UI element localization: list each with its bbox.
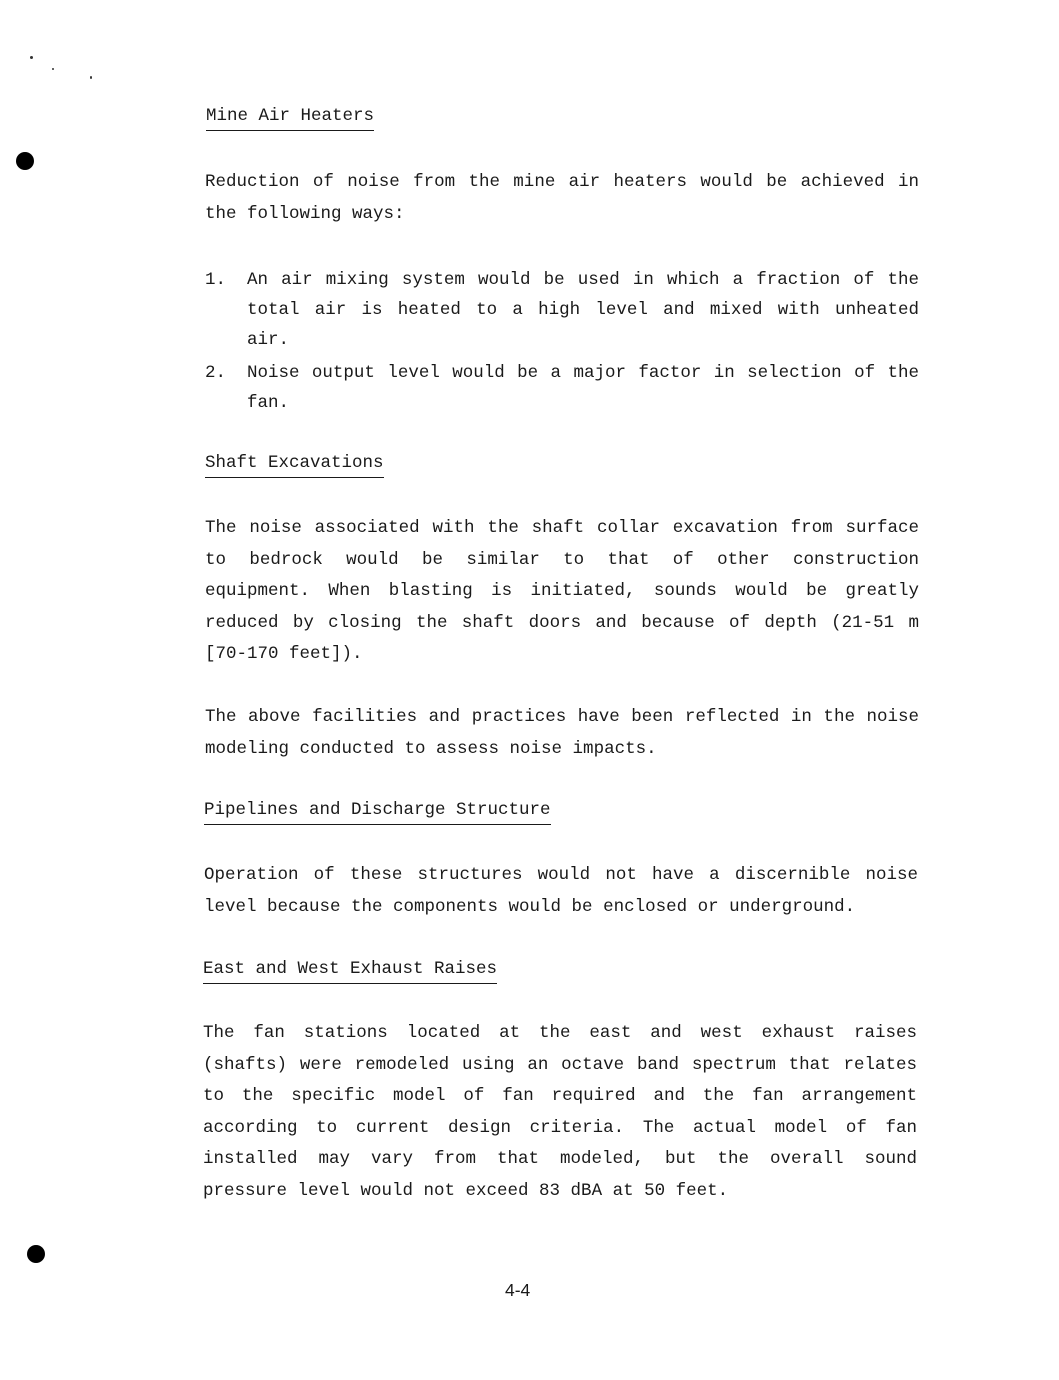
page-number: 4-4 — [505, 1280, 531, 1300]
body-paragraph: The fan stations located at the east and west exhaust raises (shafts) were remodeled using an octave band spectrum that relates to the specific model of fan required and the fan arrangement according to current design criteria. The actual model of fan installed may vary from that modeled, but the overall sound pressure level would not exceed 83 dBA at 50 feet. — [203, 1023, 917, 1201]
scan-speck — [30, 56, 33, 59]
list-item-number: 1. — [205, 270, 227, 290]
list-item-number: 2. — [205, 363, 227, 383]
section-intro-paragraph: Reduction of noise from the mine air heaters would be achieved in the following ways: — [205, 172, 919, 224]
list-item-text: An air mixing system would be used in which a fraction of the total air is heated to a high level and mixed with unheated air. — [247, 270, 919, 350]
section-heading-mine-air-heaters: Mine Air Heaters — [206, 106, 374, 131]
punch-hole-bottom — [27, 1245, 45, 1263]
body-paragraph: The noise associated with the shaft collar excavation from surface to bedrock would be similar to that of other construction equipment. When blasting is initiated, sounds would be greatly reduced by closing the shaft doors and because of depth (21-51 m [70-170 feet]). — [205, 518, 919, 664]
section-heading-pipelines: Pipelines and Discharge Structure — [204, 800, 551, 825]
list-item-text: Noise output level would be a major factor in selection of the fan. — [247, 363, 919, 413]
scan-speck — [90, 76, 92, 79]
body-paragraph: Operation of these structures would not have a discernible noise level because the components would be enclosed or underground. — [204, 865, 918, 917]
punch-hole-top — [16, 152, 34, 170]
body-paragraph: The above facilities and practices have been reflected in the noise modeling conducted to assess noise impacts. — [205, 707, 919, 759]
list-item — [205, 358, 919, 418]
section-heading-shaft-excavations: Shaft Excavations — [205, 453, 384, 478]
list-item — [205, 265, 919, 355]
scan-speck — [52, 68, 54, 70]
section-heading-exhaust-raises: East and West Exhaust Raises — [203, 959, 497, 984]
